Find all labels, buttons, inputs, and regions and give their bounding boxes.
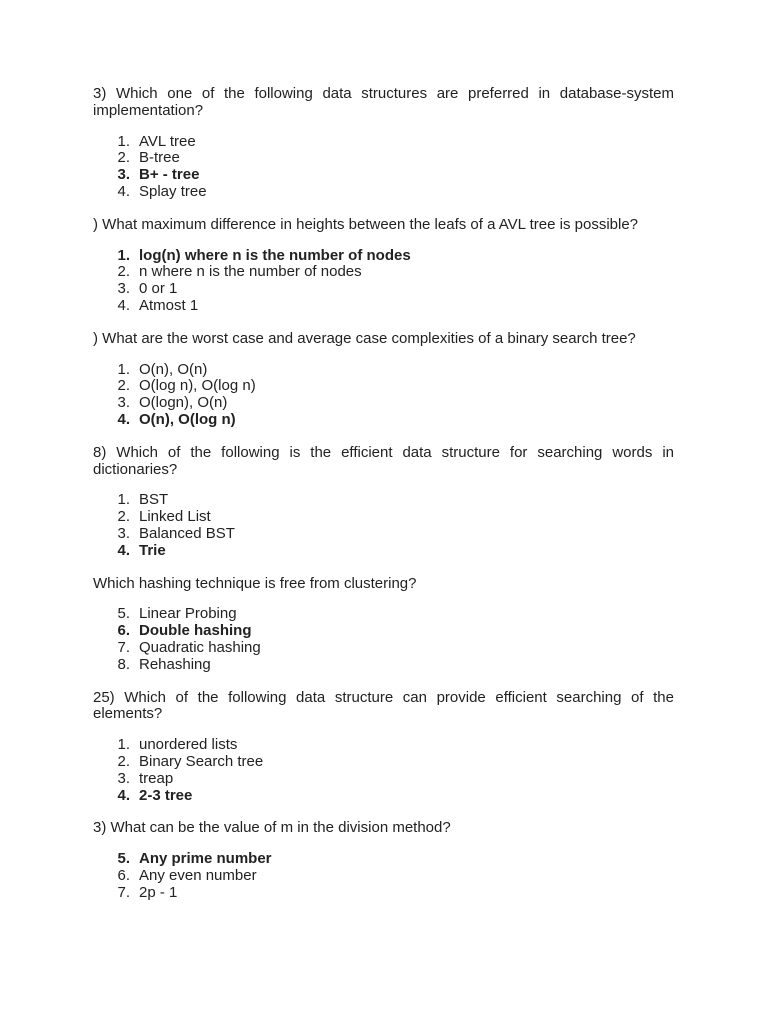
question-text: ) What are the worst case and average case complexities of a binary search tree? (93, 329, 636, 347)
answer-option (93, 378, 674, 395)
answer-option-correct (93, 788, 674, 805)
option-text: unordered lists (139, 736, 238, 754)
answer-options (93, 851, 674, 901)
option-text: log(n) where n is the number of nodes (139, 246, 411, 264)
option-number: 5. (117, 605, 130, 623)
option-number: 3. (117, 769, 130, 787)
answer-option-correct (93, 167, 674, 184)
answer-options (93, 737, 674, 804)
option-number: 8. (117, 655, 130, 673)
option-text: AVL tree (139, 132, 196, 150)
question-text: 25) Which of the following data structure can provide efficient searching of the elements? (93, 688, 674, 723)
option-number: 1. (117, 132, 130, 150)
option-text: O(logn), O(n) (139, 394, 228, 412)
answer-options (93, 362, 674, 429)
answer-option (93, 754, 674, 771)
option-text: B-tree (139, 149, 180, 167)
option-number: 4. (117, 541, 130, 559)
option-number: 1. (117, 491, 130, 509)
option-number: 3. (117, 166, 130, 184)
option-text: Atmost 1 (139, 296, 199, 314)
answer-option (93, 362, 674, 379)
question-text: 3) Which one of the following data structures are preferred in database-system implementation? (93, 85, 674, 119)
answer-option (93, 184, 674, 201)
question-list (93, 86, 674, 917)
option-number: 4. (117, 296, 130, 314)
answer-option-correct (93, 248, 674, 265)
option-number: 6. (117, 866, 130, 884)
answer-option (93, 657, 674, 674)
option-number: 3. (117, 524, 130, 542)
option-text: Linked List (139, 508, 211, 526)
question-text: 3) What can be the value of m in the division method? (93, 819, 451, 837)
answer-option (93, 150, 674, 167)
answer-option-correct (93, 851, 674, 868)
answer-option (93, 868, 674, 885)
option-number: 2. (117, 263, 130, 281)
option-text: O(log n), O(log n) (139, 377, 256, 395)
option-number: 7. (117, 883, 130, 901)
answer-option-correct (93, 412, 674, 429)
question-text: ) What maximum difference in heights between the leafs of a AVL tree is possible? (93, 215, 639, 233)
option-number: 3. (117, 394, 130, 412)
option-text: Balanced BST (139, 524, 235, 542)
answer-options (93, 492, 674, 559)
option-number: 4. (117, 182, 130, 200)
answer-option-correct (93, 623, 674, 640)
option-text: Binary Search tree (139, 752, 264, 770)
option-number: 4. (117, 786, 130, 804)
option-text: Rehashing (139, 655, 211, 673)
answer-option (93, 134, 674, 151)
option-number: 1. (117, 360, 130, 378)
answer-options (93, 248, 674, 315)
answer-option (93, 885, 674, 902)
option-text: Double hashing (139, 622, 252, 640)
option-number: 6. (117, 622, 130, 640)
option-text: Splay tree (139, 182, 207, 200)
option-text: n where n is the number of nodes (139, 263, 362, 281)
option-text: Any prime number (139, 850, 272, 868)
option-number: 2. (117, 377, 130, 395)
answer-option (93, 606, 674, 623)
option-text: treap (139, 769, 174, 787)
option-number: 4. (117, 410, 130, 428)
answer-options (93, 134, 674, 201)
answer-option (93, 771, 674, 788)
option-number: 2. (117, 508, 130, 526)
option-number: 5. (117, 850, 130, 868)
option-text: 2p - 1 (139, 883, 178, 901)
answer-option (93, 737, 674, 754)
option-text: Any even number (139, 866, 257, 884)
option-text: 0 or 1 (139, 280, 178, 298)
option-number: 1. (117, 246, 130, 264)
option-number: 7. (117, 638, 130, 656)
option-text: 2-3 tree (139, 786, 193, 804)
answer-option (93, 509, 674, 526)
answer-option (93, 492, 674, 509)
option-number: 2. (117, 149, 130, 167)
option-text: BST (139, 491, 169, 509)
option-text: Quadratic hashing (139, 638, 261, 656)
option-number: 2. (117, 752, 130, 770)
answer-option (93, 264, 674, 281)
option-number: 1. (117, 736, 130, 754)
option-number: 3. (117, 280, 130, 298)
question-text: 8) Which of the following is the efficient data structure for searching words in dictionaries? (93, 443, 674, 478)
answer-option (93, 281, 674, 298)
answer-option (93, 298, 674, 315)
option-text: B+ - tree (139, 166, 200, 184)
option-text: O(n), O(n) (139, 360, 208, 378)
option-text: O(n), O(log n) (139, 410, 236, 428)
answer-option (93, 395, 674, 412)
question-text: Which hashing technique is free from clustering? (93, 574, 417, 592)
answer-option (93, 526, 674, 543)
option-text: Linear Probing (139, 605, 237, 623)
option-text: Trie (139, 541, 166, 559)
answer-option-correct (93, 543, 674, 560)
answer-options (93, 606, 674, 673)
answer-option (93, 640, 674, 657)
